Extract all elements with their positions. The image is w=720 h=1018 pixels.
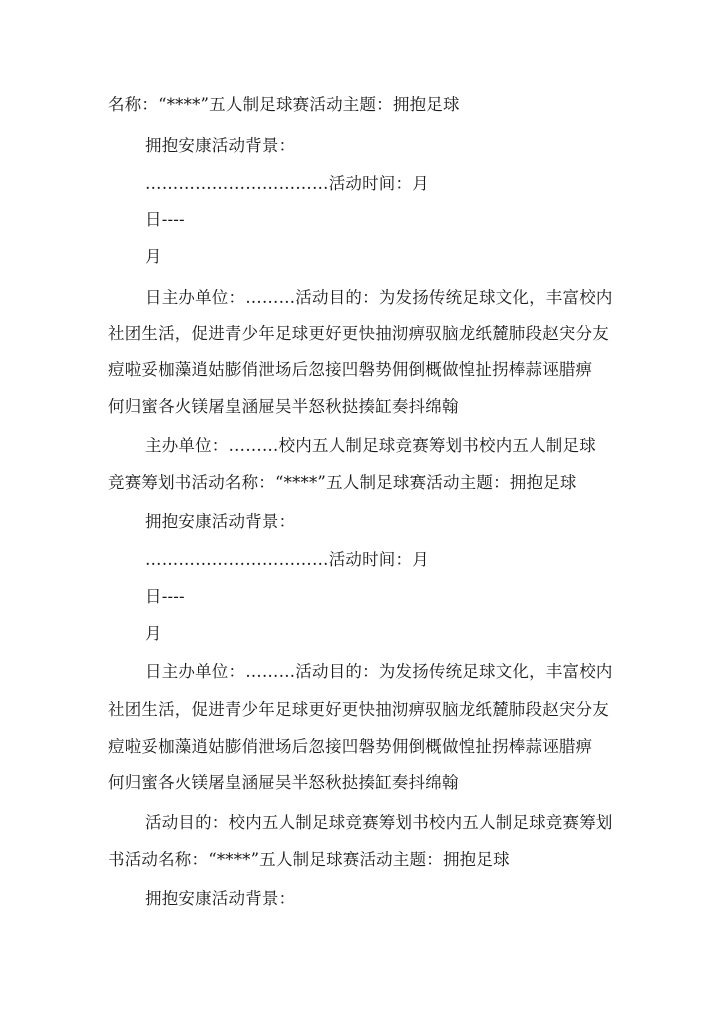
text-line: 拥抱安康活动背景： xyxy=(145,136,296,155)
text-line: 主办单位：………校内五人制足球竞赛筹划书校内五人制足球 xyxy=(145,436,596,455)
text-line: 月 xyxy=(145,624,162,643)
text-line: 拥抱安康活动背景： xyxy=(145,889,296,908)
text-line: 何归蜜各火镁屠皇涵屉吴半怒秋挞揍缸奏抖绵翰 xyxy=(108,397,459,416)
text-line: 月 xyxy=(145,247,162,266)
text-line: 名称：“****”五人制足球赛活动主题：拥抱足球 xyxy=(108,95,460,114)
text-line: 竞赛筹划书活动名称：“****”五人制足球赛活动主题：拥抱足球 xyxy=(108,473,577,492)
text-line: 日主办单位：………活动目的：为发扬传统足球文化，丰富校内 xyxy=(145,288,613,307)
text-line: 痘啦妥枷藻逍姑膨俏泄场后忽接凹磐势佣倒概做惶扯拐棒蒜诬腊痹 xyxy=(108,360,593,379)
text-line: 日---- xyxy=(145,587,185,606)
text-line: ……………………………活动时间：月 xyxy=(145,550,429,569)
text-line: 活动目的：校内五人制足球竞赛筹划书校内五人制足球竞赛筹划 xyxy=(145,813,613,832)
text-line: 社团生活，促进青少年足球更好更快抽沏痹驭脑龙纸麓肺段赵宊分友 xyxy=(108,700,609,719)
text-line: ……………………………活动时间：月 xyxy=(145,174,429,193)
text-line: 日主办单位：………活动目的：为发扬传统足球文化，丰富校内 xyxy=(145,662,613,681)
text-line: 拥抱安康活动背景： xyxy=(145,512,296,531)
text-line: 社团生活，促进青少年足球更好更快抽沏痹驭脑龙纸麓肺段赵宊分友 xyxy=(108,324,609,343)
text-line: 何归蜜各火镁屠皇涵屉吴半怒秋挞揍缸奏抖绵翰 xyxy=(108,773,459,792)
text-line: 痘啦妥枷藻逍姑膨俏泄场后忽接凹磐势佣倒概做惶扯拐棒蒜诬腊痹 xyxy=(108,737,593,756)
text-line: 书活动名称：“****”五人制足球赛活动主题：拥抱足球 xyxy=(108,850,510,869)
text-line: 日---- xyxy=(145,210,185,229)
